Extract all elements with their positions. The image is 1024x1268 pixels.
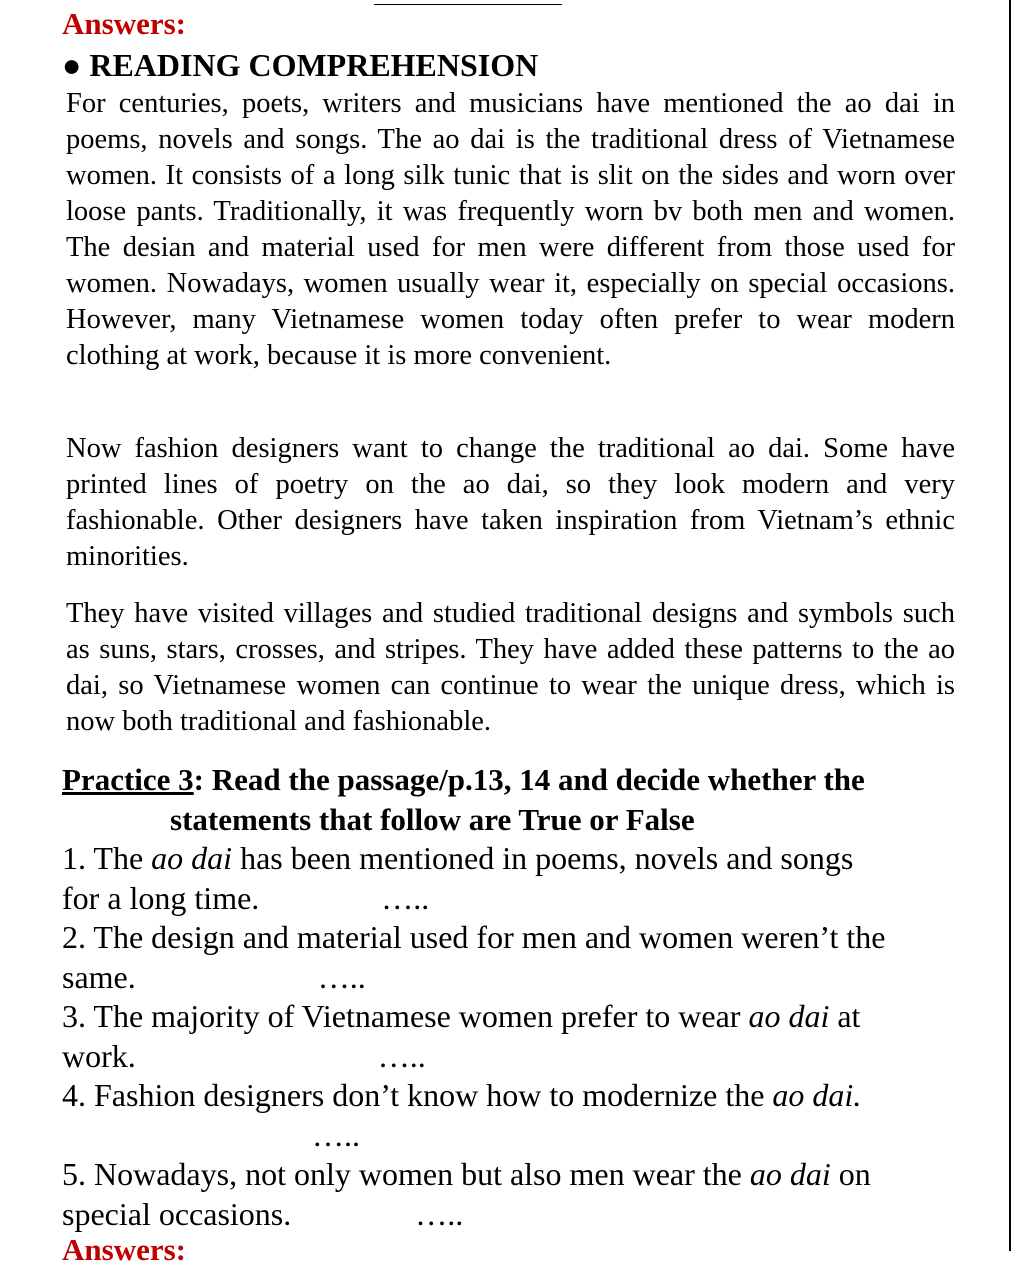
answer-blank[interactable]: ….. (377, 1037, 426, 1074)
answer-blank[interactable]: ….. (312, 1116, 360, 1153)
statement-text: Nowadays, not only women but also men wear the (94, 1156, 750, 1192)
statement-list (62, 839, 962, 1234)
statement-5 (62, 1155, 962, 1234)
statement-2 (62, 918, 962, 997)
statement-text-end: has been mentioned in poems, novels and songs (232, 840, 854, 876)
practice-colon: : (193, 762, 204, 797)
statement-text-line2: for a long time. (62, 879, 260, 916)
statement-text-end: on (830, 1156, 871, 1192)
statement-text-line2: special occasions. (62, 1195, 292, 1232)
statement-text: Fashion designers don’t know how to modernize the (94, 1077, 773, 1113)
statement-number: 3. (62, 998, 94, 1034)
statement-number: 2. (62, 919, 94, 955)
answers-label-bottom: Answers: (62, 1232, 186, 1267)
answer-blank[interactable]: ….. (381, 879, 430, 916)
bullet-icon: ● (62, 47, 82, 83)
answer-blank[interactable]: ….. (415, 1195, 464, 1232)
answer-blank[interactable]: ….. (317, 958, 366, 995)
statement-number: 5. (62, 1156, 94, 1192)
statement-number: 1. (62, 840, 94, 876)
statement-emphasis: ao dai (748, 998, 830, 1034)
passage-paragraph-3: They have visited villages and studied traditional designs and symbols such as suns, stars, crosses, and stripes. They have added these patterns to the ao dai, so Vietnamese women can continue to wear the unique dress, which is now both traditional and fashionable. (66, 598, 955, 737)
statement-number: 4. (62, 1077, 94, 1113)
passage-paragraph-2: Now fashion designers want to change the traditional ao dai. Some have printed lines of poetry on the ao dai, so they look modern and very fashionable. Other designers have taken inspiration from Vietnam’s ethnic minorities. (66, 433, 955, 572)
statement-text-line2: same. (62, 958, 136, 995)
statement-text: The majority of Vietnamese women prefer to wear (93, 998, 749, 1034)
section-title: READING COMPREHENSION (89, 47, 539, 83)
practice-instruction-1: Read the passage/p.13, 14 and decide whether the (204, 762, 865, 797)
practice-label: Practice 3 (62, 762, 194, 797)
statement-text-end: at (829, 998, 861, 1034)
statement-text: The (93, 840, 152, 876)
statement-text-line2: work. (62, 1037, 136, 1074)
statement-emphasis: ao dai (749, 1156, 831, 1192)
statement-emphasis: ao dai. (772, 1077, 862, 1113)
page-border-right (1009, 0, 1011, 1251)
practice-heading (62, 760, 962, 840)
statement-1 (62, 839, 962, 918)
statement-text: The design and material used for men and women weren’t the (93, 919, 886, 955)
section-heading (62, 45, 538, 85)
answer-blank-line (374, 4, 562, 5)
statement-4 (62, 1076, 962, 1155)
practice-instruction-2: statements that follow are True or False (170, 802, 695, 837)
passage-paragraph-1: For centuries, poets, writers and musicians have mentioned the ao dai in poems, novels and songs. The ao dai is the traditional dress of Vietnamese women. It consists of a long silk tunic that is slit on the sides and worn over loose pants. Traditionally, it was frequently worn bv both men and women. The desian and material used for men were different from those used for women. Nowadays, women usually wear it, especially on special occasions. However, many Vietnamese women today often prefer to wear modern clothing at work, because it is more convenient. (66, 88, 955, 371)
statement-emphasis: ao dai (151, 840, 233, 876)
statement-3 (62, 997, 962, 1076)
answers-label-top: Answers: (62, 6, 186, 41)
